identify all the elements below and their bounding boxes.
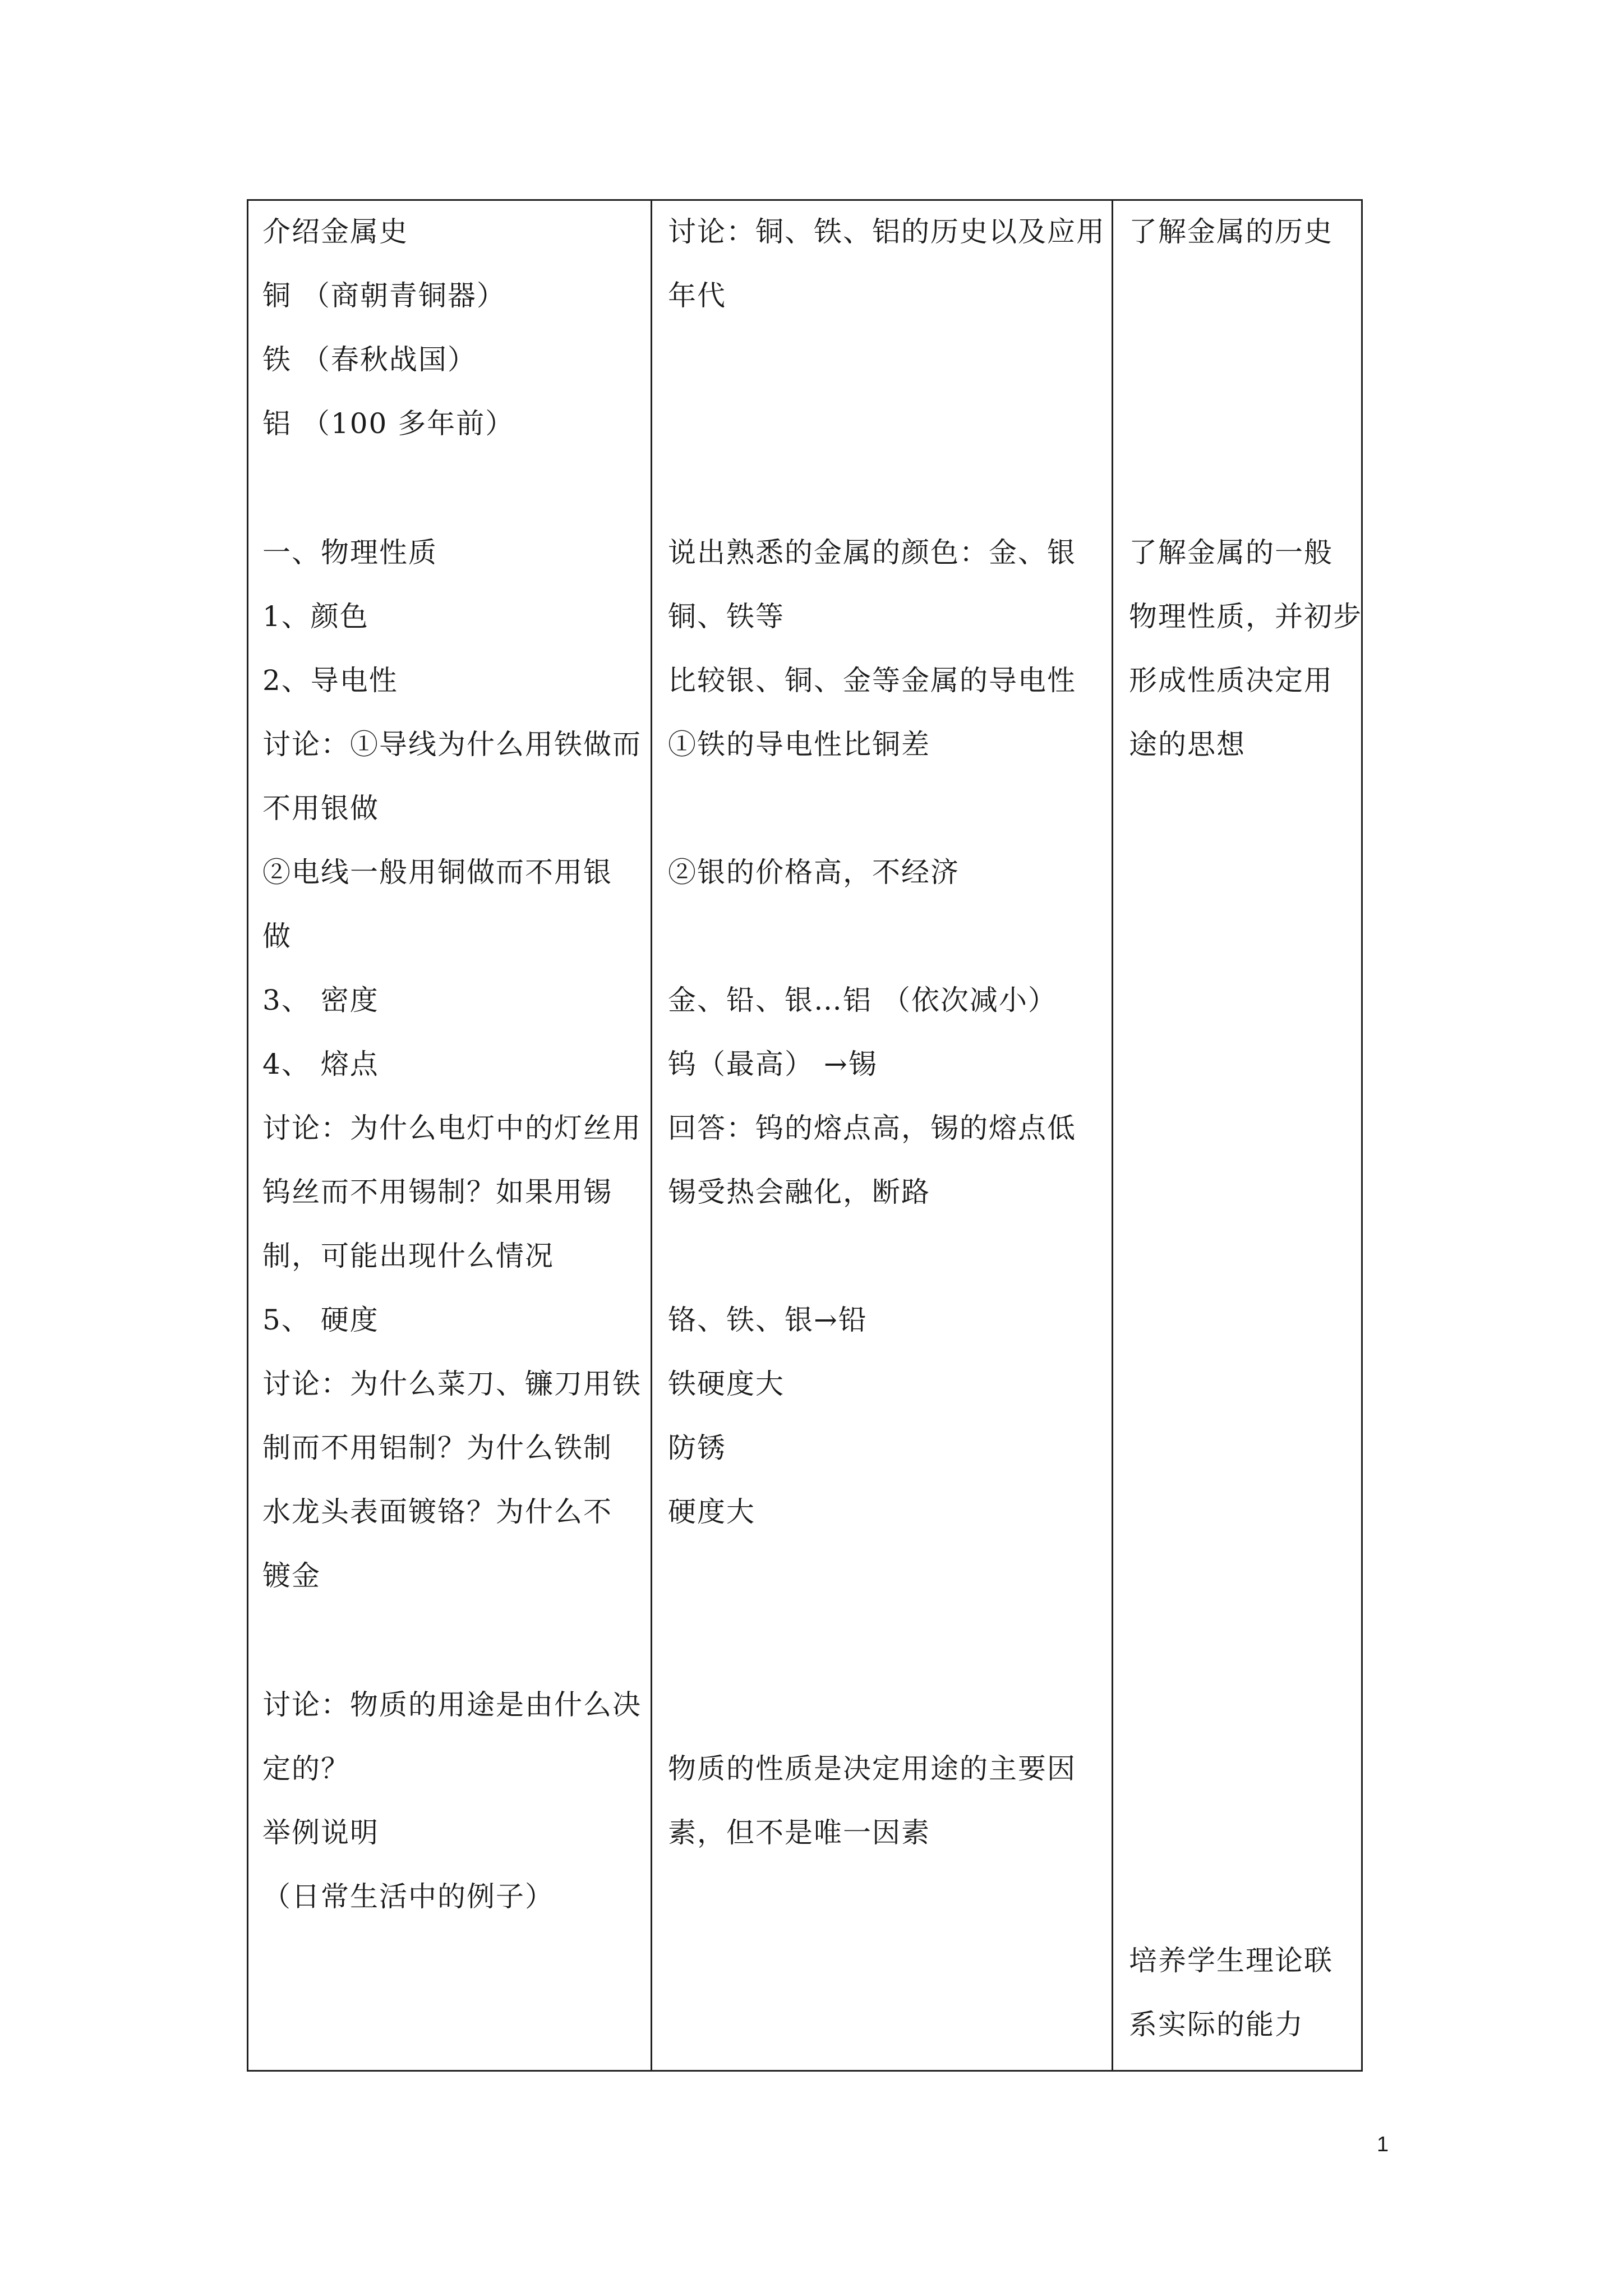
col2-line: ②银的价格高，不经济 (668, 856, 960, 889)
col2-line: 铬、铁、银→铅 (668, 1304, 868, 1336)
col1-line: 铜 （商朝青铜器） (262, 279, 506, 312)
col1-line: 举例说明 (262, 1816, 379, 1849)
page-number: 1 (1377, 2133, 1389, 2156)
col1-line: 钨丝而不用锡制？如果用锡 (262, 1176, 612, 1208)
col1-line: 讨论：①导线为什么用铁做而 (262, 728, 642, 761)
design-intent-column (1113, 201, 1361, 2070)
col1-line: 做 (262, 920, 292, 953)
col2-line: 讨论：铜、铁、铝的历史以及应用 (668, 215, 1105, 248)
col1-line: 制而不用铝制？为什么铁制 (262, 1432, 612, 1464)
col2-line: 钨（最高） →锡 (668, 1048, 878, 1080)
col2-line: 防锈 (668, 1432, 726, 1464)
col3-line: 了解金属的一般 (1129, 536, 1333, 569)
col1-line: 制，可能出现什么情况 (262, 1240, 554, 1272)
col2-line: 说出熟悉的金属的颜色：金、银 (668, 536, 1076, 569)
col1-line: 讨论：为什么菜刀、镰刀用铁 (262, 1368, 642, 1400)
col1-line: 铝 （100 多年前） (262, 407, 515, 440)
col1-line: 4、 熔点 (262, 1048, 379, 1080)
col2-line: 金、铅、银…铝 （依次减小） (668, 984, 1057, 1016)
col3-line: 形成性质决定用 (1129, 664, 1333, 697)
col2-line: 素，但不是唯一因素 (668, 1816, 930, 1849)
col1-line: 不用银做 (262, 792, 379, 825)
col1-line: 定的？ (262, 1752, 350, 1785)
col1-line: 介绍金属史 (262, 215, 408, 248)
col1-line: 讨论：物质的用途是由什么决 (262, 1688, 642, 1721)
col1-line: 3、 密度 (262, 984, 379, 1016)
col1-line: 5、 硬度 (262, 1304, 379, 1336)
teacher-activity-column (248, 201, 652, 2070)
col1-line: 铁 （春秋战国） (262, 343, 477, 376)
col3-line: 系实际的能力 (1129, 2008, 1304, 2041)
col2-line: 比较银、铜、金等金属的导电性 (668, 664, 1076, 697)
col3-line: 了解金属的历史 (1129, 215, 1333, 248)
col2-line: ①铁的导电性比铜差 (668, 728, 930, 761)
col2-line: 物质的性质是决定用途的主要因 (668, 1752, 1076, 1785)
lesson-table (247, 199, 1363, 2072)
col1-line: （日常生活中的例子） (262, 1880, 554, 1913)
col1-line: 1、颜色 (262, 600, 369, 633)
col1-line: 一、物理性质 (262, 536, 437, 569)
col1-line: 讨论：为什么电灯中的灯丝用 (262, 1112, 642, 1144)
col2-line: 年代 (668, 279, 726, 312)
col1-line: ②电线一般用铜做而不用银 (262, 856, 612, 889)
col2-line: 铁硬度大 (668, 1368, 785, 1400)
col3-line: 物理性质，并初步 (1129, 600, 1362, 633)
col1-line: 水龙头表面镀铬？为什么不 (262, 1496, 612, 1528)
col1-line: 2、导电性 (262, 664, 398, 697)
student-activity-column (652, 201, 1113, 2070)
col1-line: 镀金 (262, 1559, 321, 1592)
col3-line: 途的思想 (1129, 728, 1246, 761)
col2-line: 锡受热会融化，断路 (668, 1176, 930, 1208)
col2-line: 硬度大 (668, 1496, 755, 1528)
col3-line: 培养学生理论联 (1129, 1944, 1333, 1977)
col2-line: 回答：钨的熔点高，锡的熔点低 (668, 1112, 1076, 1144)
col2-line: 铜、铁等 (668, 600, 785, 633)
